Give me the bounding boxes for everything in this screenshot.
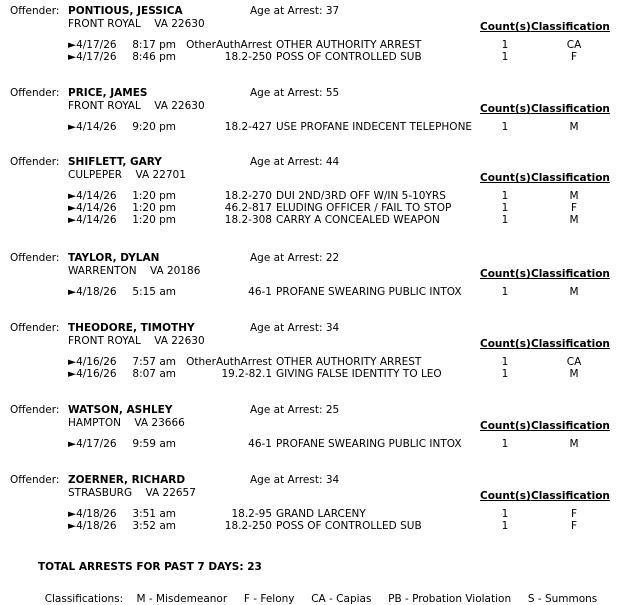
charge-classification: M [569, 368, 579, 380]
charge-date: ►4/16/26 [68, 356, 117, 368]
address-city: CULPEPER [68, 169, 123, 181]
charge-description: ELUDING OFFICER / FAIL TO STOP [276, 202, 452, 214]
charge-count: 1 [501, 520, 509, 532]
charge-classification: F [570, 508, 578, 520]
address-state-zip: VA 22701 [135, 169, 186, 181]
address-state-zip: VA 22630 [154, 335, 205, 347]
total-arrests [38, 561, 262, 573]
age-value: 25 [325, 404, 340, 416]
address-state-zip: VA 20186 [149, 265, 201, 277]
count-header: Count(s) [480, 21, 531, 33]
charge-row [0, 438, 626, 450]
offender-label: Offender: [10, 322, 60, 334]
charge-classification: F [570, 51, 578, 63]
charge-time: 9:59 am [132, 438, 176, 450]
charge-row [0, 286, 626, 298]
charge-count: 1 [501, 356, 509, 368]
address-state-zip: VA 22630 [154, 100, 205, 112]
address-state-zip: VA 22657 [145, 487, 196, 499]
offender-address [68, 487, 196, 499]
charge-row [0, 520, 626, 532]
charge-time: 8:07 am [132, 368, 176, 380]
charge-date: ►4/14/26 [68, 121, 117, 133]
offender-name: THEODORE, TIMOTHY [68, 322, 195, 334]
charge-classification: F [570, 202, 578, 214]
offender-record [0, 87, 626, 133]
charge-classification: CA [566, 356, 582, 368]
count-header: Count(s) [480, 490, 531, 502]
legend-item-ca: CA - Capias [311, 593, 372, 605]
classification-header: Classification [531, 21, 610, 33]
offender-address [68, 265, 200, 277]
address-city: HAMPTON [68, 417, 122, 429]
charge-date: ►4/16/26 [68, 368, 117, 380]
age-label: Age at Arrest: [250, 87, 326, 99]
charge-count: 1 [501, 438, 509, 450]
charge-classification: M [569, 438, 579, 450]
charge-code: 18.2-95 [231, 508, 272, 520]
legend-label: Classifications: [44, 593, 124, 605]
charge-code: 18.2-250 [224, 51, 272, 63]
charge-time: 8:46 pm [132, 51, 176, 63]
charge-time: 1:20 pm [132, 214, 176, 226]
age-value: 44 [325, 156, 340, 168]
charge-description: OTHER AUTHORITY ARREST [276, 39, 422, 51]
total-label: TOTAL ARRESTS FOR PAST 7 DAYS: [38, 561, 244, 573]
charge-date: ►4/18/26 [68, 520, 117, 532]
charge-count: 1 [501, 368, 509, 380]
offender-address [68, 417, 185, 429]
age-label: Age at Arrest: [250, 474, 326, 486]
charge-time: 8:17 pm [132, 39, 176, 51]
charge-count: 1 [501, 202, 509, 214]
charge-date: ►4/17/26 [68, 39, 117, 51]
count-header: Count(s) [480, 172, 531, 184]
age-value: 34 [325, 474, 340, 486]
charge-classification: CA [566, 39, 582, 51]
charge-date: ►4/14/26 [68, 190, 117, 202]
count-header: Count(s) [480, 338, 531, 350]
age-at-arrest [250, 404, 339, 416]
charge-row [0, 51, 626, 63]
address-city: FRONT ROYAL [68, 335, 141, 347]
charge-code: 18.2-427 [224, 121, 272, 133]
offender-label: Offender: [10, 87, 60, 99]
charge-count: 1 [501, 508, 509, 520]
offender-name: WATSON, ASHLEY [68, 404, 173, 416]
classification-header: Classification [531, 103, 610, 115]
charge-row [0, 368, 626, 380]
age-label: Age at Arrest: [250, 252, 326, 264]
offender-record [0, 404, 626, 450]
age-label: Age at Arrest: [250, 322, 326, 334]
charge-time: 1:20 pm [132, 202, 176, 214]
charge-count: 1 [501, 190, 509, 202]
charge-count: 1 [501, 39, 509, 51]
charge-date: ►4/17/26 [68, 51, 117, 63]
classification-legend [38, 581, 597, 605]
classification-header: Classification [531, 268, 610, 280]
charge-time: 7:57 am [132, 356, 176, 368]
address-city: STRASBURG [68, 487, 133, 499]
charge-description: CARRY A CONCEALED WEAPON [276, 214, 440, 226]
charge-code: 46-1 [248, 286, 272, 298]
charge-row [0, 190, 626, 202]
charge-description: POSS OF CONTROLLED SUB [276, 51, 422, 63]
charge-time: 1:20 pm [132, 190, 176, 202]
age-label: Age at Arrest: [250, 404, 326, 416]
age-at-arrest [250, 87, 339, 99]
legend-item-m: M - Misdemeanor [136, 593, 228, 605]
charge-classification: M [569, 190, 579, 202]
charge-time: 3:51 am [132, 508, 176, 520]
charge-description: POSS OF CONTROLLED SUB [276, 520, 422, 532]
charge-classification: M [569, 121, 579, 133]
address-city: FRONT ROYAL [68, 100, 141, 112]
age-at-arrest [250, 474, 339, 486]
charge-count: 1 [501, 286, 509, 298]
charge-description: GRAND LARCENY [276, 508, 366, 520]
charge-classification: M [569, 214, 579, 226]
charge-row [0, 508, 626, 520]
charge-row [0, 121, 626, 133]
charge-code: OtherAuthArrest [186, 39, 272, 51]
offender-record [0, 322, 626, 380]
age-at-arrest [250, 5, 339, 17]
offender-label: Offender: [10, 404, 60, 416]
charge-count: 1 [501, 121, 509, 133]
offender-label: Offender: [10, 252, 60, 264]
total-value: 23 [247, 561, 262, 573]
classification-header: Classification [531, 338, 610, 350]
charge-code: 18.2-308 [224, 214, 272, 226]
age-value: 55 [325, 87, 340, 99]
offender-record [0, 474, 626, 532]
charge-date: ►4/17/26 [68, 438, 117, 450]
count-header: Count(s) [480, 268, 531, 280]
charge-code: 19.2-82.1 [221, 368, 272, 380]
offender-address [68, 18, 205, 30]
offender-record [0, 252, 626, 298]
charge-code: 18.2-250 [224, 520, 272, 532]
charge-time: 3:52 am [132, 520, 176, 532]
age-at-arrest [250, 322, 339, 334]
classification-header: Classification [531, 420, 610, 432]
age-label: Age at Arrest: [250, 5, 326, 17]
charge-date: ►4/18/26 [68, 286, 117, 298]
charge-count: 1 [501, 214, 509, 226]
charge-time: 9:20 pm [132, 121, 176, 133]
charge-time: 5:15 am [132, 286, 176, 298]
offender-name: ZOERNER, RICHARD [68, 474, 186, 486]
classification-header: Classification [531, 490, 610, 502]
charge-description: GIVING FALSE IDENTITY TO LEO [276, 368, 442, 380]
address-city: WARRENTON [68, 265, 137, 277]
count-header: Count(s) [480, 103, 531, 115]
charge-description: OTHER AUTHORITY ARREST [276, 356, 422, 368]
offender-name: PRICE, JAMES [68, 87, 148, 99]
offender-name: PONTIOUS, JESSICA [68, 5, 183, 17]
charge-description: PROFANE SWEARING PUBLIC INTOX [276, 438, 462, 450]
offender-label: Offender: [10, 5, 60, 17]
charge-classification: M [569, 286, 579, 298]
legend-item-s: S - Summons [527, 593, 598, 605]
count-header: Count(s) [480, 420, 531, 432]
age-value: 22 [325, 252, 340, 264]
legend-item-pb: PB - Probation Violation [388, 593, 512, 605]
charge-date: ►4/14/26 [68, 214, 117, 226]
offender-record [0, 156, 626, 226]
offender-address [68, 335, 205, 347]
age-at-arrest [250, 156, 339, 168]
age-label: Age at Arrest: [250, 156, 326, 168]
charge-count: 1 [501, 51, 509, 63]
offender-name: TAYLOR, DYLAN [68, 252, 160, 264]
offender-record [0, 5, 626, 63]
charge-code: 46.2-817 [224, 202, 272, 214]
charge-classification: F [570, 520, 578, 532]
charge-row [0, 202, 626, 214]
classification-header: Classification [531, 172, 610, 184]
charge-row [0, 214, 626, 226]
address-state-zip: VA 22630 [154, 18, 205, 30]
offender-address [68, 169, 186, 181]
legend-item-f: F - Felony [243, 593, 295, 605]
charge-code: 18.2-270 [224, 190, 272, 202]
charge-row [0, 356, 626, 368]
charge-date: ►4/18/26 [68, 508, 117, 520]
offender-address [68, 100, 205, 112]
charge-description: USE PROFANE INDECENT TELEPHONE [276, 121, 473, 133]
charge-code: OtherAuthArrest [186, 356, 272, 368]
offender-label: Offender: [10, 474, 60, 486]
charge-description: DUI 2ND/3RD OFF W/IN 5-10YRS [276, 190, 446, 202]
charge-code: 46-1 [248, 438, 272, 450]
age-value: 34 [325, 322, 340, 334]
charge-row [0, 39, 626, 51]
offender-label: Offender: [10, 156, 60, 168]
age-value: 37 [325, 5, 340, 17]
address-city: FRONT ROYAL [68, 18, 141, 30]
address-state-zip: VA 23666 [134, 417, 185, 429]
offender-name: SHIFLETT, GARY [68, 156, 162, 168]
charge-description: PROFANE SWEARING PUBLIC INTOX [276, 286, 462, 298]
charge-date: ►4/14/26 [68, 202, 117, 214]
age-at-arrest [250, 252, 339, 264]
